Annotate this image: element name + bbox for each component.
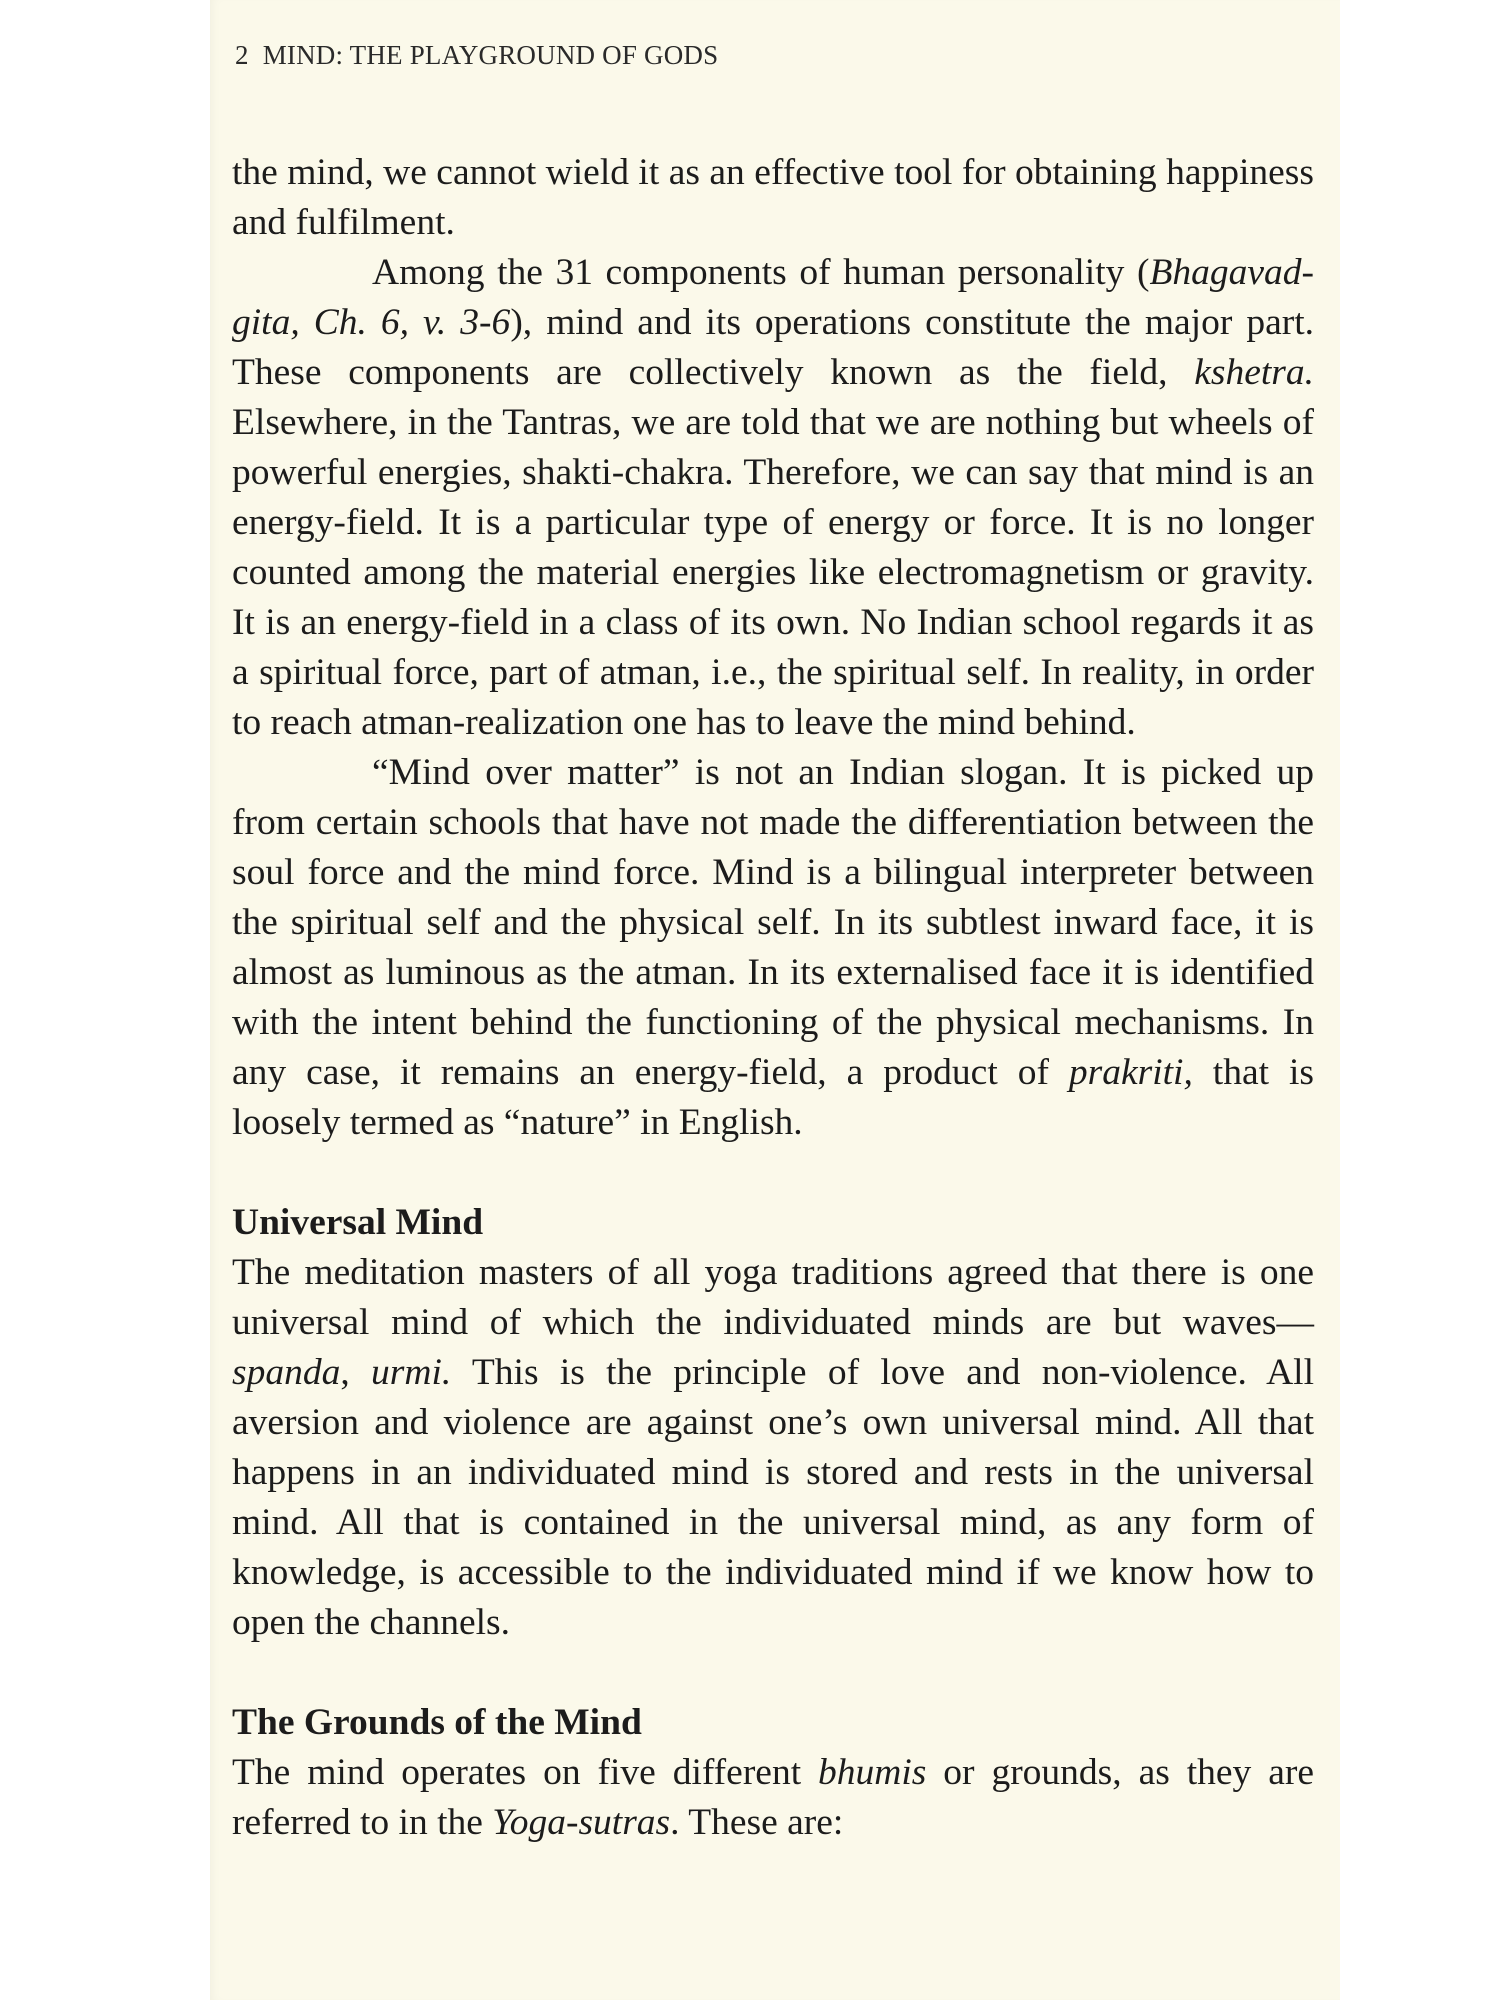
paragraph-universal-mind bbox=[232, 1248, 1314, 1648]
grounds-term-bhumis: bhumis bbox=[818, 1752, 927, 1793]
paragraph-2-citation: Bhagavad-gita, Ch. 6, v. 3-6 bbox=[232, 252, 1314, 343]
grounds-term-yoga-sutras: Yoga-sutras bbox=[492, 1802, 671, 1843]
grounds-text-b: or grounds, as they are referred to in the bbox=[232, 1752, 1314, 1843]
running-head-title: MIND: THE PLAYGROUND OF GODS bbox=[262, 40, 719, 70]
universal-mind-term-spanda: spanda bbox=[232, 1352, 341, 1393]
paragraph-1-text: the mind, we cannot wield it as an effective tool for obtaining happiness and fulfilment. bbox=[232, 152, 1314, 243]
section-heading-universal-mind: Universal Mind bbox=[232, 1202, 484, 1243]
grounds-text-a: The mind operates on five different bbox=[232, 1752, 819, 1793]
grounds-text-c: . These are: bbox=[670, 1802, 844, 1843]
paragraph-3-text-b: that is loosely termed as “nature” in English. bbox=[232, 1052, 1314, 1143]
universal-mind-text-a: The meditation masters of all yoga traditions agreed that there is one universal mind of which the individuated minds are but waves— bbox=[232, 1252, 1314, 1343]
paragraph-2-text-b: ), mind and its operations constitute the major part. These components are collectively known as the field, bbox=[232, 302, 1315, 393]
book-page bbox=[210, 0, 1340, 2000]
paragraph-2-text-c: Elsewhere, in the Tantras, we are told that we are nothing but wheels of powerful energies, shakti-chakra. Therefore, we can say that mind is an energy-field. It is a particular type of energy or force. It is no longer counted among the material energies like electromagnetism or gravity. It is an energy-field in a class of its own. No Indian school regards it as a spiritual force, part of atman, i.e., the spiritual self. In reality, in order to reach atman-realization one has to leave the mind behind. bbox=[232, 402, 1314, 743]
universal-mind-term-urmi: urmi. bbox=[371, 1352, 452, 1393]
paragraph-3-text-a: “Mind over matter” is not an Indian slogan. It is picked up from certain schools that have not made the differentiation between the soul force and the mind force. Mind is a bilingual interpreter between the spiritual self and the physical self. In its subtlest inward face, it is almost as luminous as the atman. In its externalised face it is identified with the intent behind the functioning of the physical mechanisms. In any case, it remains an energy-field, a product of bbox=[232, 752, 1314, 1093]
paragraph-2-term-kshetra: kshetra. bbox=[1194, 352, 1314, 393]
section-heading-grounds-of-mind: The Grounds of the Mind bbox=[232, 1702, 642, 1743]
paragraph-2-text-a: Among the 31 components of human personality ( bbox=[372, 252, 1150, 293]
paragraph-3 bbox=[232, 748, 1314, 1148]
paragraph-3-term-prakriti: prakriti, bbox=[1068, 1052, 1193, 1093]
paragraph-1 bbox=[232, 148, 1314, 248]
paragraph-grounds-of-mind bbox=[232, 1748, 1314, 1848]
page-number: 2 bbox=[235, 40, 249, 70]
paragraph-2 bbox=[232, 248, 1314, 748]
universal-mind-text-c: This is the principle of love and non-violence. All aversion and violence are against one’s own universal mind. All that happens in an individuated mind is stored and rests in the universal mind. All that is contained in the universal mind, as any form of knowledge, is accessible to the individuated mind if we know how to open the channels. bbox=[232, 1352, 1315, 1643]
universal-mind-text-b: , bbox=[340, 1352, 372, 1393]
body-text bbox=[232, 148, 1314, 1848]
running-head bbox=[235, 40, 718, 71]
